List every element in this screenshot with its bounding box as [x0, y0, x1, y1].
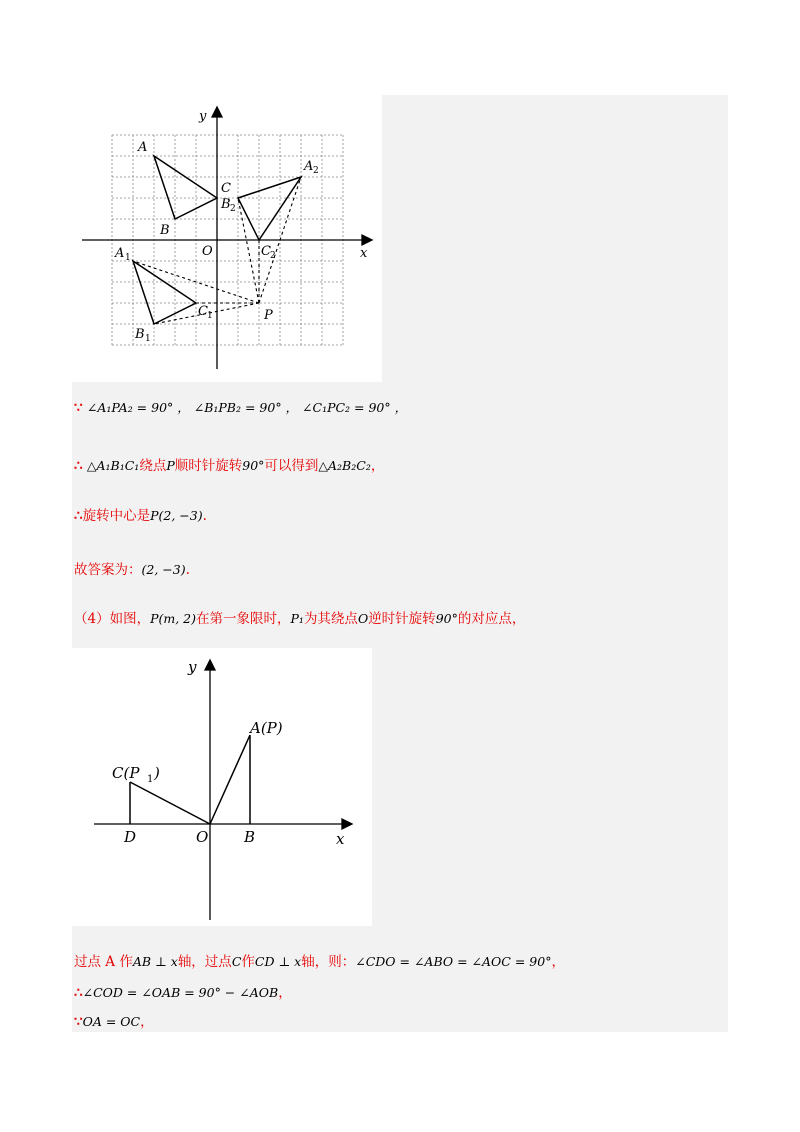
segment-OA	[210, 735, 250, 824]
period: .	[185, 562, 190, 578]
angle-90-text: 90°	[242, 458, 265, 473]
point-A2-subscript: 2	[313, 166, 319, 176]
point-A1-subscript: 1	[125, 253, 131, 263]
point-B1-subscript: 1	[145, 334, 151, 344]
triangle-ABC	[154, 156, 217, 219]
text-answer: 故答案为：	[74, 562, 142, 578]
answer-value: (2, −3)	[141, 562, 186, 577]
right-angles-equation: ∠CDO = ∠ABO = ∠AOC = 90°	[355, 954, 552, 969]
text-corresponding-point: 的对应点，	[457, 611, 526, 627]
text-first-quadrant: 在第一象限时，	[196, 611, 291, 627]
triangle-a2b2c2-text: △A₂B₂C₂	[318, 458, 371, 473]
axes-diagram	[72, 648, 372, 926]
y-axis-label: y	[199, 109, 207, 124]
point-C2-label: C	[261, 244, 271, 259]
point-C-P1-close: )	[154, 764, 160, 782]
point-A-P-label: A(P)	[250, 719, 283, 737]
y-axis-label: y	[188, 658, 197, 676]
triangle-a1b1c1-text: △A₁B₁C₁	[86, 458, 140, 473]
oa-oc-equation: OA = OC	[82, 1014, 141, 1029]
comma: ，	[140, 1014, 154, 1030]
text-can-obtain: 可以得到	[264, 458, 319, 474]
point-B2-subscript: 2	[230, 204, 236, 214]
therefore-symbol: ∴	[74, 508, 83, 524]
triangle-A2B2C2	[238, 177, 301, 240]
therefore-symbol: ∴	[74, 458, 83, 474]
period: .	[202, 508, 207, 524]
text-through-a: 过点 A 作	[74, 954, 133, 970]
angle-equations: ∠A₁PA₂ = 90° ， ∠B₁PB₂ = 90° ， ∠C₁PC₂ = 90° ，	[86, 400, 408, 415]
text-clockwise: 顺时针旋转	[174, 458, 243, 474]
line-part-4	[74, 609, 525, 629]
center-point-text: P(2, −3)	[150, 508, 203, 523]
text-counterclockwise: 逆时针旋转	[368, 611, 436, 627]
line-angle-equality	[74, 983, 292, 1003]
point-C-label: C	[221, 181, 231, 196]
point-C2-subscript: 2	[270, 251, 276, 261]
line-perpendiculars	[74, 952, 565, 972]
point-o-text: O	[357, 611, 369, 626]
point-A2-label: A	[304, 159, 314, 174]
point-B-label: B	[160, 223, 170, 238]
text-part4-intro: （4）如图，	[74, 611, 151, 627]
because-symbol: ∵	[74, 1014, 83, 1030]
point-p-text: P	[166, 458, 175, 473]
origin-label: O	[196, 828, 209, 846]
segment-OC	[130, 782, 210, 824]
comma: ，	[551, 954, 565, 970]
point-C1-subscript: 1	[207, 311, 213, 321]
cd-perp-x: CD ⊥ x	[254, 954, 302, 969]
text-make: 作	[241, 954, 255, 970]
line-answer	[74, 560, 190, 580]
text-rotation-center: 旋转中心是	[82, 508, 151, 524]
text-axis-through: 轴，过点	[177, 954, 232, 970]
point-D-label: D	[124, 828, 137, 846]
figure-rotation-grid	[72, 95, 382, 382]
point-C1-label: C	[198, 304, 208, 319]
line-rotation-center	[74, 506, 207, 526]
therefore-symbol: ∴	[74, 985, 83, 1001]
grid-diagram	[72, 95, 382, 382]
text-around-point: 绕点	[139, 458, 167, 474]
point-C-P1-label: C(P	[112, 764, 140, 782]
figure-rotation-axes	[72, 648, 372, 926]
x-axis-label: x	[336, 830, 345, 848]
origin-label: O	[202, 244, 213, 259]
line-oa-equals-oc	[74, 1012, 154, 1032]
point-p-m2: P(m, 2)	[150, 611, 197, 626]
point-B1-label: B	[135, 327, 145, 342]
axes	[94, 660, 352, 920]
line-because-angles	[74, 398, 407, 418]
point-B2-label: B	[221, 197, 231, 212]
text-axis-then: 轴，则：	[301, 954, 356, 970]
text-around-point: 为其绕点	[303, 611, 358, 627]
comma: ，	[278, 985, 292, 1001]
point-A1-label: A	[115, 246, 125, 261]
angle-equality-equation: ∠COD = ∠OAB = 90° − ∠AOB	[82, 985, 279, 1000]
triangle-A1B1C1	[133, 261, 196, 324]
point-A-label: A	[138, 140, 148, 155]
comma: ，	[370, 458, 385, 474]
angle-90-text: 90°	[435, 611, 458, 626]
point-c-text: C	[231, 954, 242, 969]
axes	[82, 107, 372, 369]
point-B-label: B	[244, 828, 256, 846]
point-P-label: P	[264, 308, 273, 323]
x-axis-label: x	[360, 246, 368, 261]
point-p1-text: P₁	[290, 611, 304, 626]
point-C-P1-subscript: 1	[147, 774, 154, 785]
ab-perp-x: AB ⊥ x	[132, 954, 178, 969]
line-therefore-rotation	[74, 456, 384, 476]
because-symbol: ∵	[74, 400, 83, 416]
